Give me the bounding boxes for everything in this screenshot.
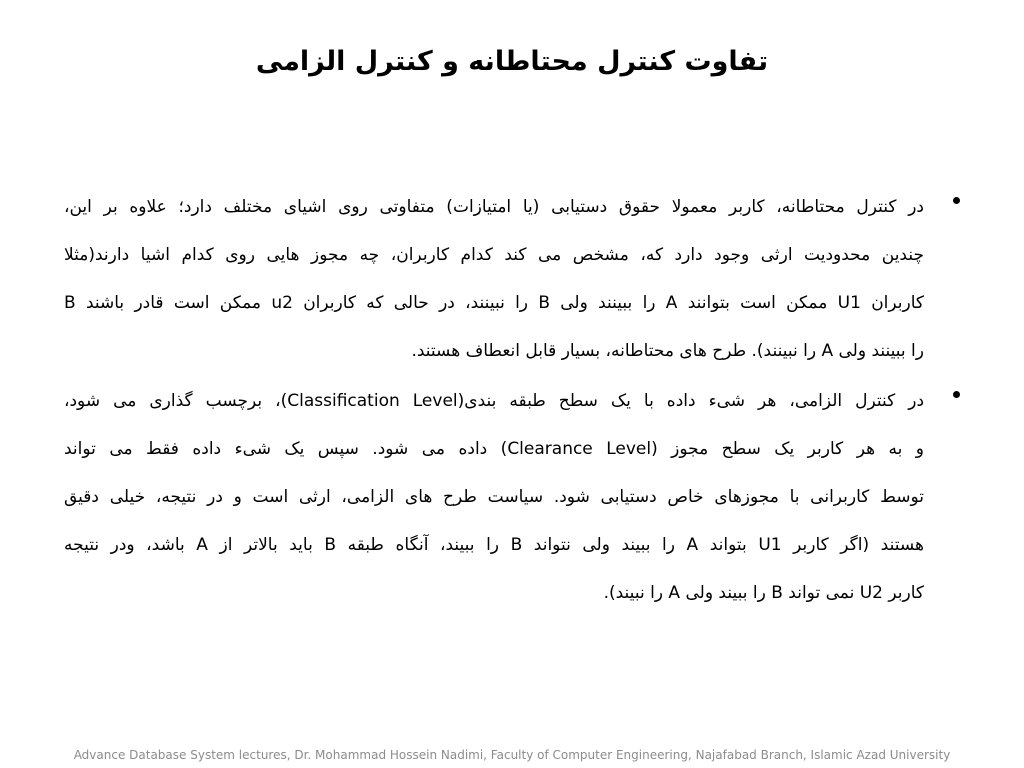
bullet-text-line: را ببینند ولی A را نبینند). طرح های محتاطانه، بسیار قابل انعطاف هستند.	[411, 341, 924, 361]
bullet-text-line: چندین محدودیت ارثی وجود دارد که، مشخص می کند کدام کاربران، چه مجوز هایی روی کدام اشیا دارند(مثلا	[64, 245, 924, 265]
bullet-text-line: کاربر U2 نمی تواند B را ببیند ولی A را نبیند).	[603, 583, 924, 603]
bullet-item	[64, 377, 968, 617]
bullet-text-line: کاربران U1 ممکن است بتوانند A را ببینند ولی B را نبینند، در حالی که کاربران u2 ممکن است قادر باشند B	[64, 293, 924, 313]
bullet-text-line: و به هر کاربر یک سطح مجوز (Clearance Level) داده می شود. سپس یک شیء داده فقط می تواند	[64, 439, 924, 459]
bullet-text-line: توسط کاربرانی با مجوزهای خاص دستیابی شود. سیاست طرح های الزامی، ارثی است و در نتیجه، خیلی دقیق	[64, 487, 924, 507]
slide-footer: Advance Database System lectures, Dr. Mohammad Hossein Nadimi, Faculty of Computer Engineering, Najafabad Branch, Islamic Azad University	[73, 748, 951, 762]
bullet-text-line: در کنترل محتاطانه، کاربر معمولا حقوق دستیابی (یا امتیازات) متفاوتی روی اشیای مختلف دارد؛ علاوه بر این،	[64, 197, 924, 217]
slide-content	[64, 183, 968, 619]
bullet-text-line: در کنترل الزامی، هر شیء داده با یک سطح طبقه بندی(Classification Level)، برچسب گذاری می شود،	[64, 391, 924, 411]
bullet-text-line: هستند (اگر کاربر U1 بتواند A را ببیند ولی نتواند B را ببیند، آنگاه طبقه B باید بالاتر از A باشد، ودر نتیجه	[64, 535, 924, 555]
bullet-dot-icon	[953, 197, 960, 204]
bullet-item	[64, 183, 968, 375]
bullet-dot-icon	[953, 391, 960, 398]
slide-title: تفاوت کنترل محتاطانه و کنترل الزامی	[255, 46, 769, 77]
